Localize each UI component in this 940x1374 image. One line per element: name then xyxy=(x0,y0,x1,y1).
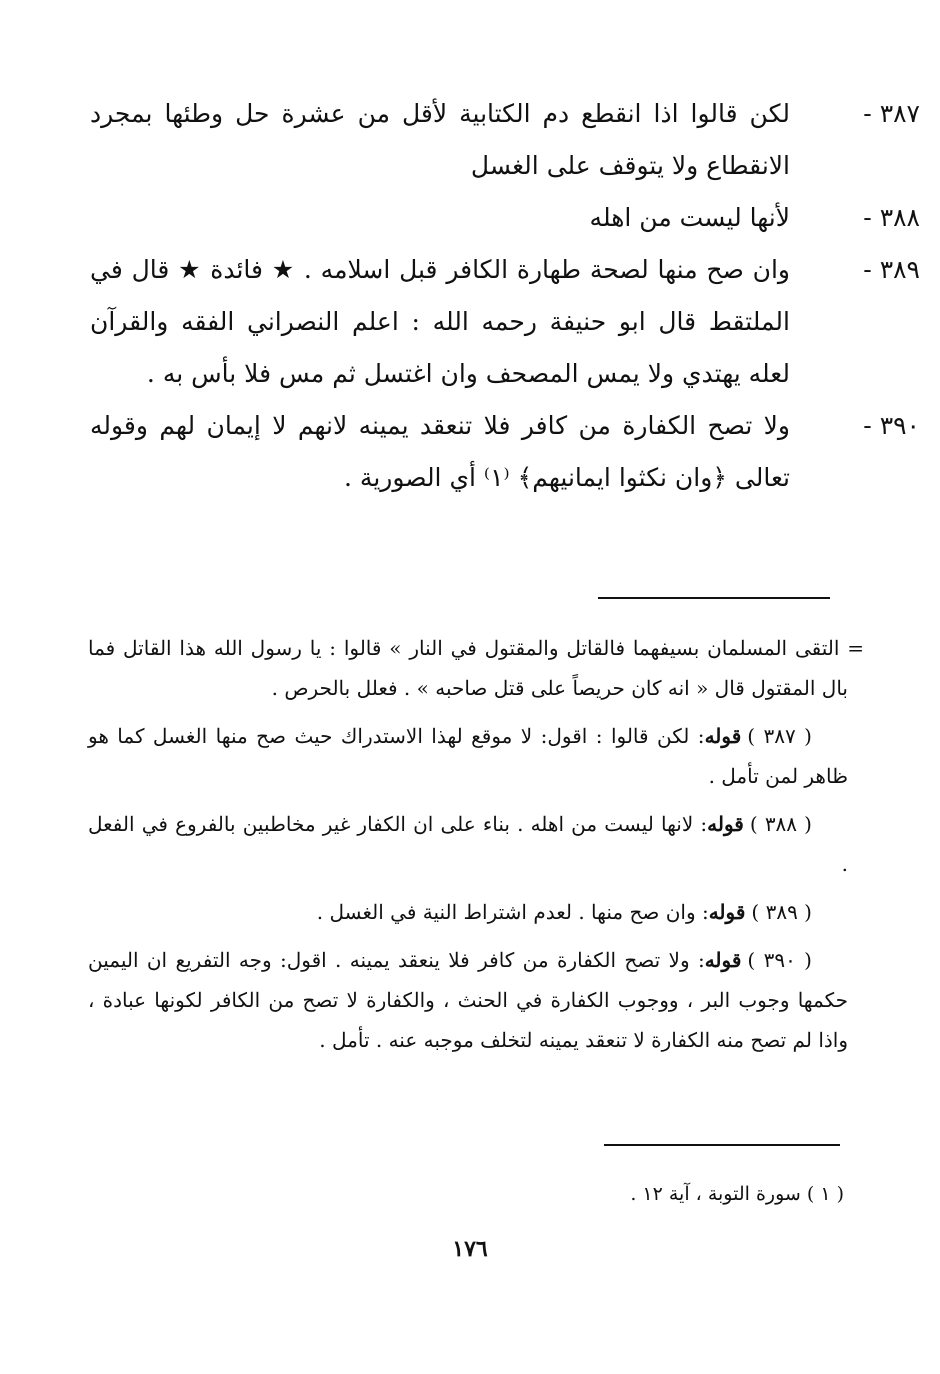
main-text xyxy=(90,88,920,504)
note-keyword: قوله xyxy=(707,812,744,836)
note-text: : وان صح منها . لعدم اشتراط النية في الغسل . xyxy=(316,900,709,924)
page-number: ١٧٦ xyxy=(452,1236,488,1262)
note-ref: ( ٣٨٨ ) xyxy=(749,812,812,836)
entry-text: وان صح منها لصحة طهارة الكافر قبل اسلامه . ★ فائدة ★ قال في الملتقط قال ابو حنيفة رحمه الله : اعلم النصراني الفقه والقرآن لعله يهتدي ولا يمس المصحف وان اغتسل ثم مس فلا بأس به . xyxy=(90,255,790,388)
entry-388 xyxy=(90,192,920,244)
commentary-intro: = التقى المسلمان بسيفهما فالقاتل والمقتول في النار » قالوا : يا رسول الله هذا القاتل فما بال المقتول قال « انه كان حريصاً على قتل صاحبه » . فعلل بالحرص . xyxy=(88,636,864,700)
footnote-separator xyxy=(604,1144,840,1146)
entry-text: ولا تصح الكفارة من كافر فلا تنعقد يمينه لانهم لا إيمان لهم وقوله تعالى ﴿وان نكثوا ايمانيهم﴾ ⁽١⁾ أي الصورية . xyxy=(90,411,790,492)
entry-text: لأنها ليست من اهله xyxy=(589,203,790,232)
footnote: ( ١ ) سورة التوبة ، آية ١٢ . xyxy=(630,1183,844,1205)
entry-number: ٣٨٩ - xyxy=(863,255,920,284)
commentary-note-388 xyxy=(88,804,848,884)
entry-390 xyxy=(90,400,920,504)
commentary-note-387 xyxy=(88,716,848,796)
note-text: : لانها ليست من اهله . بناء على ان الكفار غير مخاطبين بالفروع في الفعل . xyxy=(88,812,848,876)
note-keyword: قوله xyxy=(708,900,746,924)
commentary-note-389 xyxy=(88,892,848,932)
note-ref: ( ٣٨٧ ) xyxy=(747,724,812,748)
entry-number: ٣٨٨ - xyxy=(863,203,920,232)
note-ref: ( ٣٨٩ ) xyxy=(751,900,812,924)
note-keyword: قوله xyxy=(704,724,742,748)
entry-387 xyxy=(90,88,920,192)
commentary xyxy=(88,628,864,1068)
commentary-note-390 xyxy=(88,940,848,1060)
entry-number: ٣٩٠ - xyxy=(863,411,920,440)
entry-text: لكن قالوا اذا انقطع دم الكتابية لأقل من عشرة حل وطئها بمجرد الانقطاع ولا يتوقف على الغسل xyxy=(90,99,790,180)
note-ref: ( ٣٩٠ ) xyxy=(747,948,812,972)
note-text: : لكن قالوا : اقول: لا موقع لهذا الاستدراك حيث صح منها الغسل كما هو ظاهر لمن تأمل . xyxy=(88,724,848,788)
entry-389 xyxy=(90,244,920,400)
note-keyword: قوله xyxy=(704,948,742,972)
commentary-separator xyxy=(598,597,830,599)
entry-number: ٣٨٧ - xyxy=(863,99,920,128)
note-text: : ولا تصح الكفارة من كافر فلا ينعقد يمينه . اقول: وجه التفريع ان اليمين حكمها وجوب البر ، ووجوب الكفارة في الحنث ، والكفارة لا تصح من الكافر لكونها عبادة ، واذا لم تصح منه الكفارة لا تنعقد يمينه لتخلف موجبه عنه . تأمل . xyxy=(88,948,848,1052)
